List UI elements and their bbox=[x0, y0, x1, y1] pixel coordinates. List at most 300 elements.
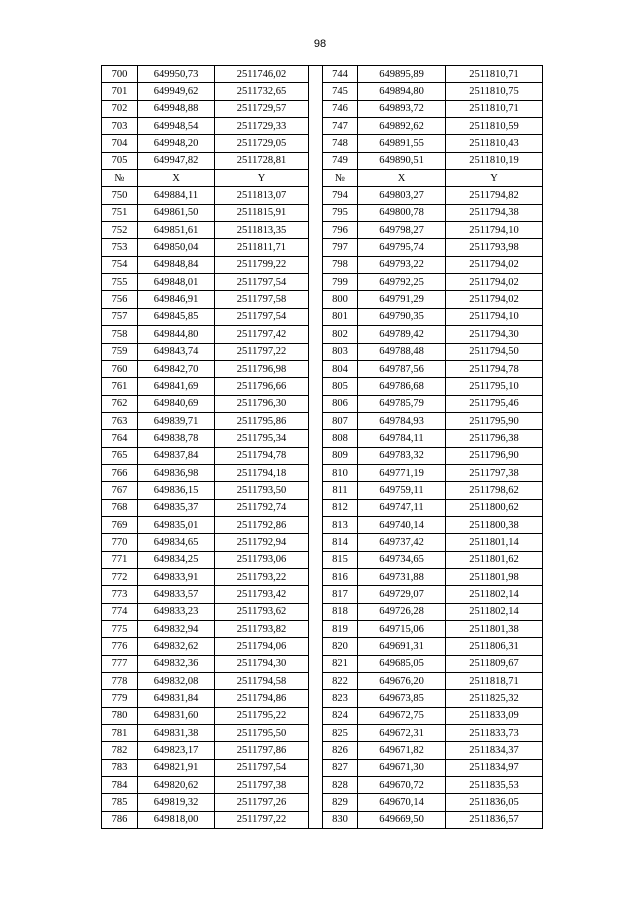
y-coordinate-cell: 2511794,50 bbox=[446, 343, 543, 360]
y-coordinate-cell: 2511797,86 bbox=[215, 742, 309, 759]
y-coordinate-cell: 2511799,22 bbox=[215, 256, 309, 273]
x-coordinate-cell: 649833,23 bbox=[138, 603, 215, 620]
x-coordinate-cell: 649731,88 bbox=[358, 568, 446, 585]
table-row bbox=[102, 499, 543, 516]
point-number-cell: 772 bbox=[102, 568, 138, 585]
point-number-cell: 780 bbox=[102, 707, 138, 724]
y-coordinate-cell: 2511794,78 bbox=[215, 447, 309, 464]
header-number: № bbox=[323, 170, 358, 187]
column-gap bbox=[309, 430, 323, 447]
x-coordinate-cell: 649819,32 bbox=[138, 794, 215, 811]
x-coordinate-cell: 649894,80 bbox=[358, 83, 446, 100]
y-coordinate-cell: 2511796,38 bbox=[446, 430, 543, 447]
table-row bbox=[102, 135, 543, 152]
y-coordinate-cell: 2511801,98 bbox=[446, 568, 543, 585]
x-coordinate-cell: 649861,50 bbox=[138, 204, 215, 221]
column-gap bbox=[309, 204, 323, 221]
point-number-cell: 820 bbox=[323, 638, 358, 655]
column-gap bbox=[309, 360, 323, 377]
x-coordinate-cell: 649838,78 bbox=[138, 430, 215, 447]
column-gap bbox=[309, 638, 323, 655]
y-coordinate-cell: 2511793,82 bbox=[215, 621, 309, 638]
point-number-cell: 803 bbox=[323, 343, 358, 360]
point-number-cell: 756 bbox=[102, 291, 138, 308]
table-row bbox=[102, 673, 543, 690]
x-coordinate-cell: 649884,11 bbox=[138, 187, 215, 204]
x-coordinate-cell: 649832,36 bbox=[138, 655, 215, 672]
x-coordinate-cell: 649851,61 bbox=[138, 222, 215, 239]
x-coordinate-cell: 649669,50 bbox=[358, 811, 446, 828]
x-coordinate-cell: 649771,19 bbox=[358, 464, 446, 481]
table-row bbox=[102, 291, 543, 308]
point-number-cell: 796 bbox=[323, 222, 358, 239]
point-number-cell: 784 bbox=[102, 777, 138, 794]
x-coordinate-cell: 649685,05 bbox=[358, 655, 446, 672]
point-number-cell: 822 bbox=[323, 673, 358, 690]
y-coordinate-cell: 2511810,75 bbox=[446, 83, 543, 100]
y-coordinate-cell: 2511834,97 bbox=[446, 759, 543, 776]
y-coordinate-cell: 2511797,38 bbox=[446, 464, 543, 481]
point-number-cell: 798 bbox=[323, 256, 358, 273]
x-coordinate-cell: 649798,27 bbox=[358, 222, 446, 239]
y-coordinate-cell: 2511809,67 bbox=[446, 655, 543, 672]
column-gap bbox=[309, 516, 323, 533]
x-coordinate-cell: 649793,22 bbox=[358, 256, 446, 273]
y-coordinate-cell: 2511795,90 bbox=[446, 412, 543, 429]
x-coordinate-cell: 649729,07 bbox=[358, 586, 446, 603]
table-row bbox=[102, 690, 543, 707]
header-number: № bbox=[102, 170, 138, 187]
point-number-cell: 807 bbox=[323, 412, 358, 429]
y-coordinate-cell: 2511794,02 bbox=[446, 274, 543, 291]
y-coordinate-cell: 2511794,30 bbox=[446, 326, 543, 343]
point-number-cell: 768 bbox=[102, 499, 138, 516]
table-row bbox=[102, 204, 543, 221]
header-y: Y bbox=[446, 170, 543, 187]
x-coordinate-cell: 649893,72 bbox=[358, 100, 446, 117]
table-row bbox=[102, 100, 543, 117]
y-coordinate-cell: 2511795,50 bbox=[215, 725, 309, 742]
x-coordinate-cell: 649789,42 bbox=[358, 326, 446, 343]
column-gap bbox=[309, 152, 323, 169]
x-coordinate-cell: 649800,78 bbox=[358, 204, 446, 221]
point-number-cell: 814 bbox=[323, 534, 358, 551]
x-coordinate-cell: 649840,69 bbox=[138, 395, 215, 412]
coordinates-table bbox=[101, 65, 543, 829]
column-gap bbox=[309, 395, 323, 412]
x-coordinate-cell: 649833,57 bbox=[138, 586, 215, 603]
point-number-cell: 786 bbox=[102, 811, 138, 828]
table-row bbox=[102, 777, 543, 794]
column-gap bbox=[309, 725, 323, 742]
point-number-cell: 828 bbox=[323, 777, 358, 794]
table-row bbox=[102, 603, 543, 620]
y-coordinate-cell: 2511797,22 bbox=[215, 811, 309, 828]
y-coordinate-cell: 2511815,91 bbox=[215, 204, 309, 221]
point-number-cell: 705 bbox=[102, 152, 138, 169]
y-coordinate-cell: 2511796,90 bbox=[446, 447, 543, 464]
y-coordinate-cell: 2511802,14 bbox=[446, 603, 543, 620]
x-coordinate-cell: 649823,17 bbox=[138, 742, 215, 759]
x-coordinate-cell: 649672,75 bbox=[358, 707, 446, 724]
x-coordinate-cell: 649691,31 bbox=[358, 638, 446, 655]
x-coordinate-cell: 649839,71 bbox=[138, 412, 215, 429]
y-coordinate-cell: 2511795,86 bbox=[215, 412, 309, 429]
x-coordinate-cell: 649759,11 bbox=[358, 482, 446, 499]
table-row bbox=[102, 412, 543, 429]
point-number-cell: 770 bbox=[102, 534, 138, 551]
x-coordinate-cell: 649786,68 bbox=[358, 378, 446, 395]
x-coordinate-cell: 649671,82 bbox=[358, 742, 446, 759]
y-coordinate-cell: 2511801,62 bbox=[446, 551, 543, 568]
y-coordinate-cell: 2511729,33 bbox=[215, 118, 309, 135]
point-number-cell: 797 bbox=[323, 239, 358, 256]
point-number-cell: 754 bbox=[102, 256, 138, 273]
table-row bbox=[102, 516, 543, 533]
point-number-cell: 752 bbox=[102, 222, 138, 239]
point-number-cell: 813 bbox=[323, 516, 358, 533]
point-number-cell: 805 bbox=[323, 378, 358, 395]
table-row bbox=[102, 655, 543, 672]
x-coordinate-cell: 649836,98 bbox=[138, 464, 215, 481]
table-row bbox=[102, 794, 543, 811]
x-coordinate-cell: 649791,29 bbox=[358, 291, 446, 308]
point-number-cell: 818 bbox=[323, 603, 358, 620]
column-gap bbox=[309, 274, 323, 291]
y-coordinate-cell: 2511798,62 bbox=[446, 482, 543, 499]
y-coordinate-cell: 2511797,54 bbox=[215, 274, 309, 291]
y-coordinate-cell: 2511795,46 bbox=[446, 395, 543, 412]
x-coordinate-cell: 649843,74 bbox=[138, 343, 215, 360]
column-gap bbox=[309, 482, 323, 499]
x-coordinate-cell: 649841,69 bbox=[138, 378, 215, 395]
column-gap bbox=[309, 794, 323, 811]
point-number-cell: 811 bbox=[323, 482, 358, 499]
point-number-cell: 758 bbox=[102, 326, 138, 343]
point-number-cell: 766 bbox=[102, 464, 138, 481]
y-coordinate-cell: 2511836,05 bbox=[446, 794, 543, 811]
y-coordinate-cell: 2511800,38 bbox=[446, 516, 543, 533]
x-coordinate-cell: 649818,00 bbox=[138, 811, 215, 828]
point-number-cell: 761 bbox=[102, 378, 138, 395]
x-coordinate-cell: 649948,88 bbox=[138, 100, 215, 117]
x-coordinate-cell: 649832,94 bbox=[138, 621, 215, 638]
y-coordinate-cell: 2511797,58 bbox=[215, 291, 309, 308]
y-coordinate-cell: 2511796,66 bbox=[215, 378, 309, 395]
y-coordinate-cell: 2511801,38 bbox=[446, 621, 543, 638]
column-gap bbox=[309, 118, 323, 135]
point-number-cell: 815 bbox=[323, 551, 358, 568]
point-number-cell: 744 bbox=[323, 66, 358, 83]
x-coordinate-cell: 649788,48 bbox=[358, 343, 446, 360]
column-gap bbox=[309, 343, 323, 360]
column-gap bbox=[309, 742, 323, 759]
y-coordinate-cell: 2511794,82 bbox=[446, 187, 543, 204]
point-number-cell: 794 bbox=[323, 187, 358, 204]
y-coordinate-cell: 2511794,10 bbox=[446, 222, 543, 239]
x-coordinate-cell: 649831,38 bbox=[138, 725, 215, 742]
y-coordinate-cell: 2511732,65 bbox=[215, 83, 309, 100]
table-row bbox=[102, 308, 543, 325]
y-coordinate-cell: 2511746,02 bbox=[215, 66, 309, 83]
table-row bbox=[102, 725, 543, 742]
x-coordinate-cell: 649850,04 bbox=[138, 239, 215, 256]
point-number-cell: 757 bbox=[102, 308, 138, 325]
column-gap bbox=[309, 603, 323, 620]
column-gap bbox=[309, 655, 323, 672]
point-number-cell: 762 bbox=[102, 395, 138, 412]
point-number-cell: 759 bbox=[102, 343, 138, 360]
y-coordinate-cell: 2511813,07 bbox=[215, 187, 309, 204]
y-coordinate-cell: 2511802,14 bbox=[446, 586, 543, 603]
column-gap bbox=[309, 759, 323, 776]
table-row bbox=[102, 551, 543, 568]
x-coordinate-cell: 649783,32 bbox=[358, 447, 446, 464]
x-coordinate-cell: 649895,89 bbox=[358, 66, 446, 83]
column-gap bbox=[309, 256, 323, 273]
point-number-cell: 701 bbox=[102, 83, 138, 100]
point-number-cell: 779 bbox=[102, 690, 138, 707]
y-coordinate-cell: 2511794,78 bbox=[446, 360, 543, 377]
point-number-cell: 778 bbox=[102, 673, 138, 690]
x-coordinate-cell: 649803,27 bbox=[358, 187, 446, 204]
table-row bbox=[102, 759, 543, 776]
column-gap bbox=[309, 777, 323, 794]
x-coordinate-cell: 649734,65 bbox=[358, 551, 446, 568]
x-coordinate-cell: 649949,62 bbox=[138, 83, 215, 100]
y-coordinate-cell: 2511794,58 bbox=[215, 673, 309, 690]
y-coordinate-cell: 2511794,02 bbox=[446, 291, 543, 308]
column-gap bbox=[309, 187, 323, 204]
y-coordinate-cell: 2511835,53 bbox=[446, 777, 543, 794]
x-coordinate-cell: 649784,11 bbox=[358, 430, 446, 447]
point-number-cell: 830 bbox=[323, 811, 358, 828]
x-coordinate-cell: 649892,62 bbox=[358, 118, 446, 135]
point-number-cell: 816 bbox=[323, 568, 358, 585]
column-gap bbox=[309, 690, 323, 707]
column-gap bbox=[309, 66, 323, 83]
table-row bbox=[102, 152, 543, 169]
y-coordinate-cell: 2511793,50 bbox=[215, 482, 309, 499]
x-coordinate-cell: 649673,85 bbox=[358, 690, 446, 707]
y-coordinate-cell: 2511792,74 bbox=[215, 499, 309, 516]
table-row bbox=[102, 360, 543, 377]
y-coordinate-cell: 2511797,38 bbox=[215, 777, 309, 794]
x-coordinate-cell: 649740,14 bbox=[358, 516, 446, 533]
y-coordinate-cell: 2511793,06 bbox=[215, 551, 309, 568]
y-coordinate-cell: 2511794,86 bbox=[215, 690, 309, 707]
column-gap bbox=[309, 447, 323, 464]
y-coordinate-cell: 2511792,86 bbox=[215, 516, 309, 533]
x-coordinate-cell: 649792,25 bbox=[358, 274, 446, 291]
x-coordinate-cell: 649785,79 bbox=[358, 395, 446, 412]
x-coordinate-cell: 649834,25 bbox=[138, 551, 215, 568]
x-coordinate-cell: 649890,51 bbox=[358, 152, 446, 169]
x-coordinate-cell: 649836,15 bbox=[138, 482, 215, 499]
column-gap bbox=[309, 222, 323, 239]
table-row bbox=[102, 395, 543, 412]
y-coordinate-cell: 2511729,05 bbox=[215, 135, 309, 152]
column-gap bbox=[309, 239, 323, 256]
y-coordinate-cell: 2511793,42 bbox=[215, 586, 309, 603]
point-number-cell: 700 bbox=[102, 66, 138, 83]
y-coordinate-cell: 2511810,19 bbox=[446, 152, 543, 169]
y-coordinate-cell: 2511797,54 bbox=[215, 308, 309, 325]
x-coordinate-cell: 649835,01 bbox=[138, 516, 215, 533]
column-gap bbox=[309, 412, 323, 429]
column-gap bbox=[309, 83, 323, 100]
x-coordinate-cell: 649948,20 bbox=[138, 135, 215, 152]
point-number-cell: 821 bbox=[323, 655, 358, 672]
point-number-cell: 753 bbox=[102, 239, 138, 256]
y-coordinate-cell: 2511794,18 bbox=[215, 464, 309, 481]
table-row bbox=[102, 378, 543, 395]
table-row bbox=[102, 256, 543, 273]
point-number-cell: 783 bbox=[102, 759, 138, 776]
y-coordinate-cell: 2511795,22 bbox=[215, 707, 309, 724]
table-row bbox=[102, 187, 543, 204]
point-number-cell: 829 bbox=[323, 794, 358, 811]
column-gap bbox=[309, 499, 323, 516]
x-coordinate-cell: 649948,54 bbox=[138, 118, 215, 135]
table-row bbox=[102, 482, 543, 499]
point-number-cell: 825 bbox=[323, 725, 358, 742]
point-number-cell: 777 bbox=[102, 655, 138, 672]
y-coordinate-cell: 2511810,71 bbox=[446, 100, 543, 117]
y-coordinate-cell: 2511794,06 bbox=[215, 638, 309, 655]
y-coordinate-cell: 2511806,31 bbox=[446, 638, 543, 655]
point-number-cell: 704 bbox=[102, 135, 138, 152]
x-coordinate-cell: 649832,62 bbox=[138, 638, 215, 655]
column-gap bbox=[309, 568, 323, 585]
table-row bbox=[102, 707, 543, 724]
column-gap bbox=[309, 308, 323, 325]
y-coordinate-cell: 2511794,10 bbox=[446, 308, 543, 325]
x-coordinate-cell: 649831,60 bbox=[138, 707, 215, 724]
point-number-cell: 745 bbox=[323, 83, 358, 100]
table-row bbox=[102, 621, 543, 638]
point-number-cell: 769 bbox=[102, 516, 138, 533]
column-gap bbox=[309, 100, 323, 117]
y-coordinate-cell: 2511729,57 bbox=[215, 100, 309, 117]
point-number-cell: 773 bbox=[102, 586, 138, 603]
header-y: Y bbox=[215, 170, 309, 187]
y-coordinate-cell: 2511795,10 bbox=[446, 378, 543, 395]
x-coordinate-cell: 649787,56 bbox=[358, 360, 446, 377]
point-number-cell: 800 bbox=[323, 291, 358, 308]
y-coordinate-cell: 2511796,98 bbox=[215, 360, 309, 377]
x-coordinate-cell: 649747,11 bbox=[358, 499, 446, 516]
x-coordinate-cell: 649715,06 bbox=[358, 621, 446, 638]
y-coordinate-cell: 2511810,43 bbox=[446, 135, 543, 152]
table-row bbox=[102, 464, 543, 481]
column-gap bbox=[309, 586, 323, 603]
table-row bbox=[102, 811, 543, 828]
column-gap bbox=[309, 673, 323, 690]
x-coordinate-cell: 649950,73 bbox=[138, 66, 215, 83]
y-coordinate-cell: 2511818,71 bbox=[446, 673, 543, 690]
point-number-cell: 767 bbox=[102, 482, 138, 499]
point-number-cell: 771 bbox=[102, 551, 138, 568]
x-coordinate-cell: 649844,80 bbox=[138, 326, 215, 343]
page-number: 98 bbox=[313, 38, 327, 50]
table-row bbox=[102, 742, 543, 759]
y-coordinate-cell: 2511795,34 bbox=[215, 430, 309, 447]
y-coordinate-cell: 2511797,42 bbox=[215, 326, 309, 343]
y-coordinate-cell: 2511801,14 bbox=[446, 534, 543, 551]
y-coordinate-cell: 2511796,30 bbox=[215, 395, 309, 412]
point-number-cell: 782 bbox=[102, 742, 138, 759]
point-number-cell: 824 bbox=[323, 707, 358, 724]
y-coordinate-cell: 2511797,26 bbox=[215, 794, 309, 811]
point-number-cell: 765 bbox=[102, 447, 138, 464]
point-number-cell: 806 bbox=[323, 395, 358, 412]
point-number-cell: 795 bbox=[323, 204, 358, 221]
point-number-cell: 808 bbox=[323, 430, 358, 447]
column-gap bbox=[309, 534, 323, 551]
table-row bbox=[102, 274, 543, 291]
table-row bbox=[102, 534, 543, 551]
x-coordinate-cell: 649795,74 bbox=[358, 239, 446, 256]
table-row bbox=[102, 586, 543, 603]
x-coordinate-cell: 649726,28 bbox=[358, 603, 446, 620]
point-number-cell: 817 bbox=[323, 586, 358, 603]
x-coordinate-cell: 649737,42 bbox=[358, 534, 446, 551]
table-row bbox=[102, 239, 543, 256]
point-number-cell: 774 bbox=[102, 603, 138, 620]
x-coordinate-cell: 649846,91 bbox=[138, 291, 215, 308]
point-number-cell: 781 bbox=[102, 725, 138, 742]
column-gap bbox=[309, 326, 323, 343]
point-number-cell: 747 bbox=[323, 118, 358, 135]
point-number-cell: 810 bbox=[323, 464, 358, 481]
point-number-cell: 703 bbox=[102, 118, 138, 135]
header-row bbox=[102, 170, 543, 187]
point-number-cell: 746 bbox=[323, 100, 358, 117]
header-x: X bbox=[358, 170, 446, 187]
table-row bbox=[102, 638, 543, 655]
point-number-cell: 823 bbox=[323, 690, 358, 707]
point-number-cell: 804 bbox=[323, 360, 358, 377]
y-coordinate-cell: 2511810,59 bbox=[446, 118, 543, 135]
x-coordinate-cell: 649845,85 bbox=[138, 308, 215, 325]
x-coordinate-cell: 649848,84 bbox=[138, 256, 215, 273]
point-number-cell: 751 bbox=[102, 204, 138, 221]
y-coordinate-cell: 2511810,71 bbox=[446, 66, 543, 83]
point-number-cell: 702 bbox=[102, 100, 138, 117]
point-number-cell: 801 bbox=[323, 308, 358, 325]
x-coordinate-cell: 649821,91 bbox=[138, 759, 215, 776]
point-number-cell: 809 bbox=[323, 447, 358, 464]
point-number-cell: 763 bbox=[102, 412, 138, 429]
column-gap bbox=[309, 811, 323, 828]
column-gap bbox=[309, 170, 323, 187]
y-coordinate-cell: 2511834,37 bbox=[446, 742, 543, 759]
y-coordinate-cell: 2511797,22 bbox=[215, 343, 309, 360]
point-number-cell: 750 bbox=[102, 187, 138, 204]
x-coordinate-cell: 649837,84 bbox=[138, 447, 215, 464]
x-coordinate-cell: 649676,20 bbox=[358, 673, 446, 690]
y-coordinate-cell: 2511797,54 bbox=[215, 759, 309, 776]
column-gap bbox=[309, 378, 323, 395]
x-coordinate-cell: 649891,55 bbox=[358, 135, 446, 152]
y-coordinate-cell: 2511800,62 bbox=[446, 499, 543, 516]
point-number-cell: 748 bbox=[323, 135, 358, 152]
x-coordinate-cell: 649833,91 bbox=[138, 568, 215, 585]
y-coordinate-cell: 2511811,71 bbox=[215, 239, 309, 256]
table-row bbox=[102, 83, 543, 100]
x-coordinate-cell: 649832,08 bbox=[138, 673, 215, 690]
